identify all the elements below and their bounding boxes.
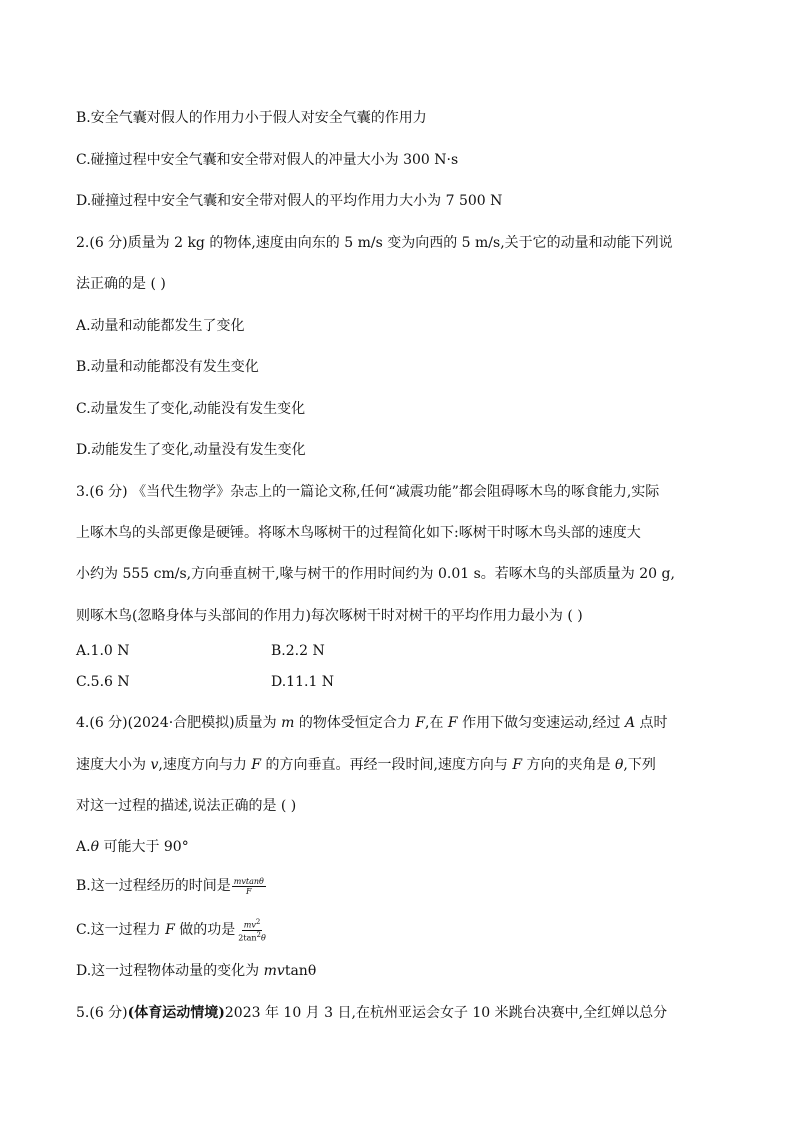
- q4-option-a: A.θ 可能大于 90°: [76, 839, 189, 855]
- q2-option-d: D.动能发生了变化,动量没有发生变化: [76, 442, 306, 458]
- q3-option-a: A.1.0 N: [76, 643, 130, 659]
- q2-option-a: A.动量和动能都发生了变化: [76, 318, 245, 334]
- q1-option-c: C.碰撞过程中安全气囊和安全带对假人的冲量大小为 300 N·s: [76, 152, 459, 168]
- fraction: $\frac{mv^2}{2\tan^2\theta}$: [238, 918, 266, 943]
- q1-option-d: D.碰撞过程中安全气囊和安全带对假人的平均作用力大小为 7 500 N: [76, 193, 503, 209]
- q3-option-b: B.2.2 N: [271, 643, 325, 659]
- q4-stem-line-1: 4.(6 分)(2024·合肥模拟)质量为 m 的物体受恒定合力 F,在 F 作用下做匀变速运动,经过 A 点时: [76, 715, 668, 731]
- fraction: $\frac{mvtan\theta}{F}$: [233, 876, 264, 896]
- q2-option-c: C.动量发生了变化,动能没有发生变化: [76, 401, 306, 417]
- context-tag: (体育运动情境): [127, 1005, 225, 1021]
- q2-stem-line-1: 2.(6 分)质量为 2 kg 的物体,速度由向东的 5 m/s 变为向西的 5 m/s,关于它的动量和动能下列说: [76, 235, 673, 251]
- q4-option-c: C.这一过程力 F 做的功是 $\frac{mv^2}{2\tan^2\theta}$: [76, 918, 266, 943]
- q3-stem-line-3: 小约为 555 cm/s,方向垂直树干,喙与树干的作用时间约为 0.01 s。若啄木鸟的头部质量为 20 g,: [76, 566, 675, 582]
- q4-option-d: D.这一过程物体动量的变化为 mvtanθ: [76, 963, 317, 979]
- q3-stem-line-1: 3.(6 分) 《当代生物学》杂志上的一篇论文称,任何“减震功能”都会阻碍啄木鸟的啄食能力,实际: [76, 484, 660, 500]
- q4-stem-line-3: 对这一过程的描述,说法正确的是 ( ): [76, 798, 297, 814]
- q2-stem-line-2: 法正确的是 ( ): [76, 276, 166, 292]
- q1-option-b: B.安全气囊对假人的作用力小于假人对安全气囊的作用力: [76, 110, 427, 126]
- q3-option-c: C.5.6 N: [76, 674, 130, 690]
- q2-option-b: B.动量和动能都没有发生变化: [76, 359, 259, 375]
- q3-option-d: D.11.1 N: [271, 674, 335, 690]
- q4-stem-line-2: 速度大小为 v,速度方向与力 F 的方向垂直。再经一段时间,速度方向与 F 方向的夹角是 θ,下列: [76, 757, 656, 773]
- q3-stem-line-2: 上啄木鸟的头部更像是硬锤。将啄木鸟啄树干的过程简化如下:啄树干时啄木鸟头部的速度大: [76, 525, 641, 541]
- q4-option-b: B.这一过程经历的时间是 $\frac{mvtan\theta}{F}$: [76, 876, 264, 896]
- q3-stem-line-4: 则啄木鸟(忽略身体与头部间的作用力)每次啄树干时对树干的平均作用力最小为 ( ): [76, 608, 583, 624]
- q5-stem-line-1: 5.(6 分)(体育运动情境)2023 年 10 月 3 日,在杭州亚运会女子 10 米跳台决赛中,全红婵以总分: [76, 1005, 668, 1021]
